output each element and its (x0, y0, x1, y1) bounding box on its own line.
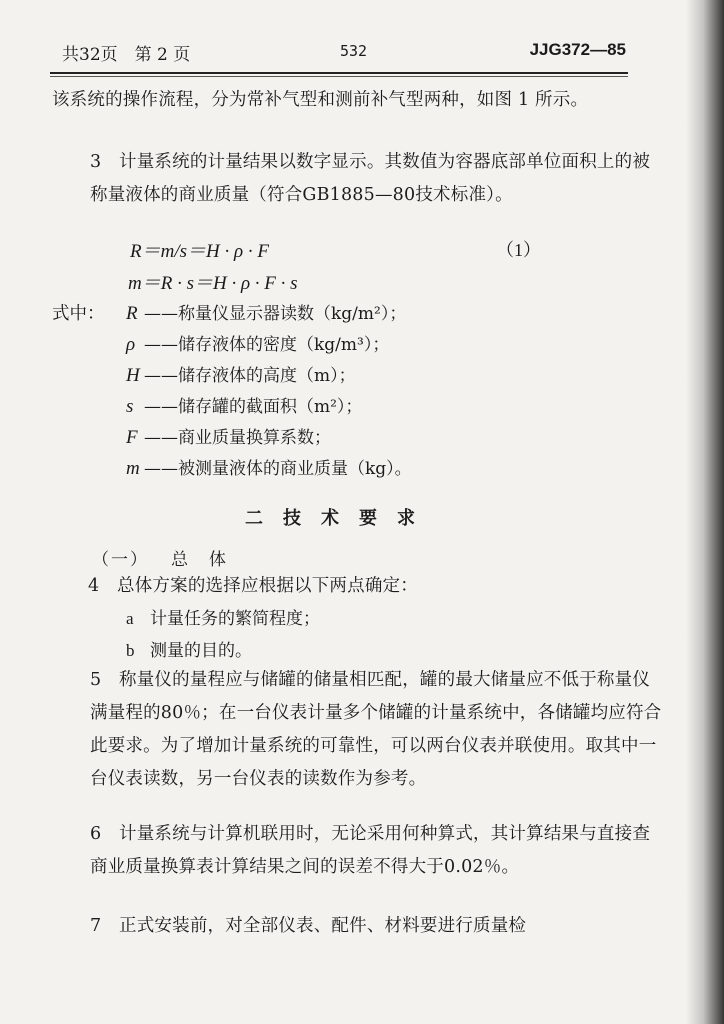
page-count: 共32页 第 2 页 (62, 45, 191, 65)
paragraph-6: 6 计量系统与计算机联用时，无论采用何种算式，其计算结果与直接查商业质量换算表计算结果之间的误差不得大于0.02％。 (90, 824, 651, 877)
scan-edge-shadow (686, 0, 724, 1024)
variable-symbol: m (126, 458, 140, 479)
formula-1: R＝m/s＝H · ρ · F (130, 241, 269, 262)
variable-row (126, 422, 606, 453)
paragraph-4: 4 总体方案的选择应根据以下两点确定： (88, 576, 418, 596)
variable-row (126, 329, 606, 360)
variable-row (126, 453, 606, 484)
variable-desc: ——储存液体的高度（m）； (144, 366, 356, 386)
standard-code: JJG372—85 (529, 40, 626, 59)
variable-desc: ——储存罐的截面积（m²）； (144, 397, 363, 417)
page-header (62, 38, 626, 68)
subsection-title: 总 体 (171, 550, 228, 570)
section-title: 二技术要求 (245, 508, 435, 529)
page-number: 532 (340, 42, 368, 60)
list-item-letter: b (126, 641, 135, 660)
header-rule-thin (50, 76, 628, 77)
paragraph-5: 5 称量仪的量程应与储罐的储量相匹配，罐的最大储量应不低于称量仪满量程的80％；在一台仪表计量多个储罐的计量系统中，各储罐均应符合此要求。为了增加计量系统的可靠性，可以两台仪表并联使用。取其中一台仪表读数，另一台仪表的读数作为参考。 (90, 670, 662, 789)
criteria-list (126, 603, 606, 667)
variable-desc: ——被测量液体的商业质量（kg）。 (144, 459, 412, 479)
variable-list (126, 298, 606, 484)
variable-row (126, 360, 606, 391)
paragraph-3: 3 计量系统的计量结果以数字显示。其数值为容器底部单位面积上的被称量液体的商业质量（符合GB1885—80技术标准）。 (90, 152, 651, 205)
list-item-text: 计量任务的繁简程度； (150, 609, 320, 629)
paragraph-flow: 该系统的操作流程，分为常补气型和测前补气型两种，如图 1 所示。 (52, 90, 589, 110)
variable-symbol: s (126, 396, 134, 417)
where-label: 式中： (52, 304, 105, 324)
variable-symbol: R (126, 303, 138, 324)
list-item-letter: a (126, 609, 134, 628)
variable-row (126, 298, 606, 329)
variable-desc: ——称量仪显示器读数（kg/m²）； (144, 304, 407, 324)
subsection-heading (92, 545, 228, 570)
variable-desc: ——储存液体的密度（kg/m³）； (144, 335, 390, 355)
variable-symbol: ρ (126, 334, 136, 355)
formula-1-number: （1） (496, 240, 541, 260)
variable-desc: ——商业质量换算系数； (144, 428, 331, 448)
list-item (126, 603, 606, 635)
variable-row (126, 391, 606, 422)
list-item (126, 635, 606, 667)
variable-symbol: H (126, 365, 140, 386)
formula-2: m＝R · s＝H · ρ · F · s (128, 273, 298, 294)
subsection-number: （一） (92, 550, 149, 570)
variable-symbol: F (126, 427, 138, 448)
paragraph-7: 7 正式安装前，对全部仪表、配件、材料要进行质量检 (90, 916, 527, 936)
header-rule (50, 72, 628, 74)
list-item-text: 测量的目的。 (150, 641, 252, 661)
